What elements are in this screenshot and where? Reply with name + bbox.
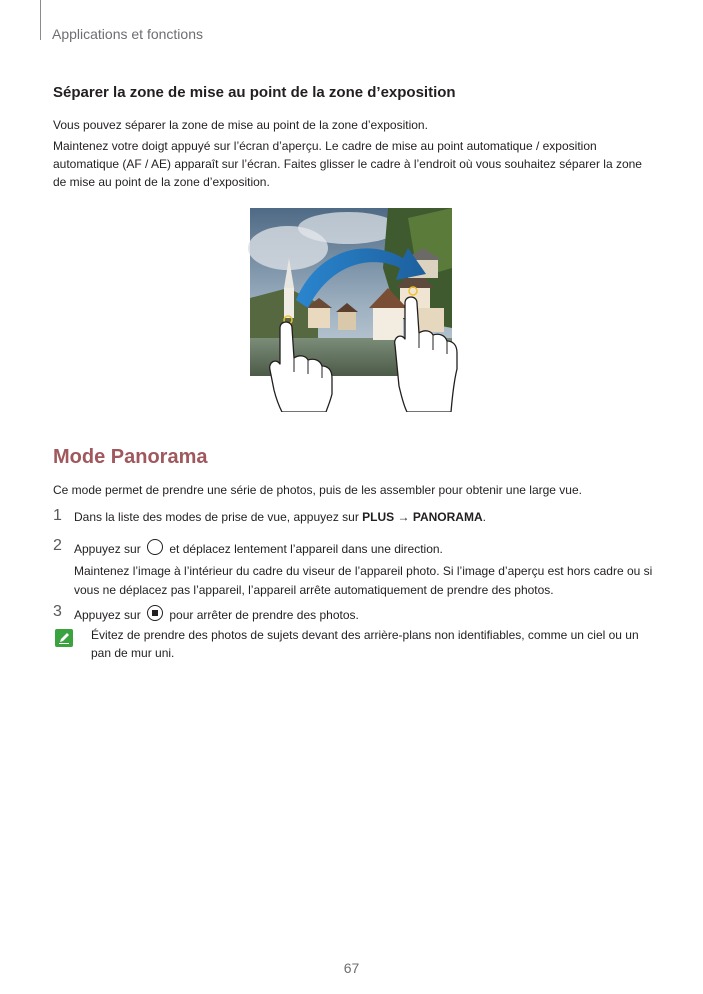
- paragraph-intro: Vous pouvez séparer la zone de mise au point de la zone d’exposition.: [53, 118, 428, 132]
- note-text: Évitez de prendre des photos de sujets devant des arrière-plans non identifiables, comme un ciel ou un pan de mur uni.: [91, 628, 639, 660]
- village-photo-illustration: [248, 208, 504, 412]
- step-2-detail: Maintenez l’image à l’intérieur du cadre du viseur de l’appareil photo. Si l’image d’aperçu est hors cadre ou si vous ne déplacez pas l’appareil, l’appareil arrête automatiquement de prendre des photos.: [74, 564, 653, 597]
- page-number: 67: [343, 960, 360, 976]
- step-number-3: 3: [53, 603, 62, 620]
- header-section-title: Applications et fonctions: [52, 26, 203, 42]
- section-heading-focus-exposure: Séparer la zone de mise au point de la zone d’exposition: [53, 84, 456, 101]
- paragraph-instructions: Maintenez votre doigt appuyé sur l’écran d’aperçu. Le cadre de mise au point automatique / exposition automatique (AF / AE) apparaît sur l’écran. Faites glisser le cadre à l’endroit où vous souhaitez séparer la zone de mise au point de la zone d’exposition.: [53, 139, 642, 189]
- step-1-before: Dans la liste des modes de prise de vue, appuyez sur: [74, 510, 363, 524]
- step-1-text: [74, 508, 654, 527]
- shutter-button-icon: [146, 538, 164, 562]
- step-1-panorama: PANORAMA: [412, 510, 483, 524]
- step-2-text: [74, 538, 654, 600]
- note-pencil-icon: [55, 629, 73, 647]
- step-3-before: Appuyez sur: [74, 608, 145, 623]
- step-3-text: [74, 604, 654, 628]
- step-1-plus: PLUS: [362, 510, 395, 524]
- step-3-after: pour arrêter de prendre des photos.: [166, 608, 359, 623]
- step-number-1: 1: [53, 507, 62, 524]
- panorama-intro: Ce mode permet de prendre une série de photos, puis de les assembler pour obtenir une large vue.: [53, 483, 582, 497]
- stop-button-icon: [146, 604, 164, 628]
- step-2-after: et déplacez lentement l’appareil dans une direction.: [166, 542, 443, 557]
- step-1-after: .: [482, 510, 486, 524]
- step-number-2: 2: [53, 537, 62, 554]
- header-rule: [40, 0, 41, 40]
- section-heading-panorama: Mode Panorama: [53, 446, 208, 468]
- step-2-before: Appuyez sur: [74, 542, 145, 557]
- focus-exposure-illustration: [248, 208, 504, 412]
- step-1-arrow: →: [394, 510, 413, 524]
